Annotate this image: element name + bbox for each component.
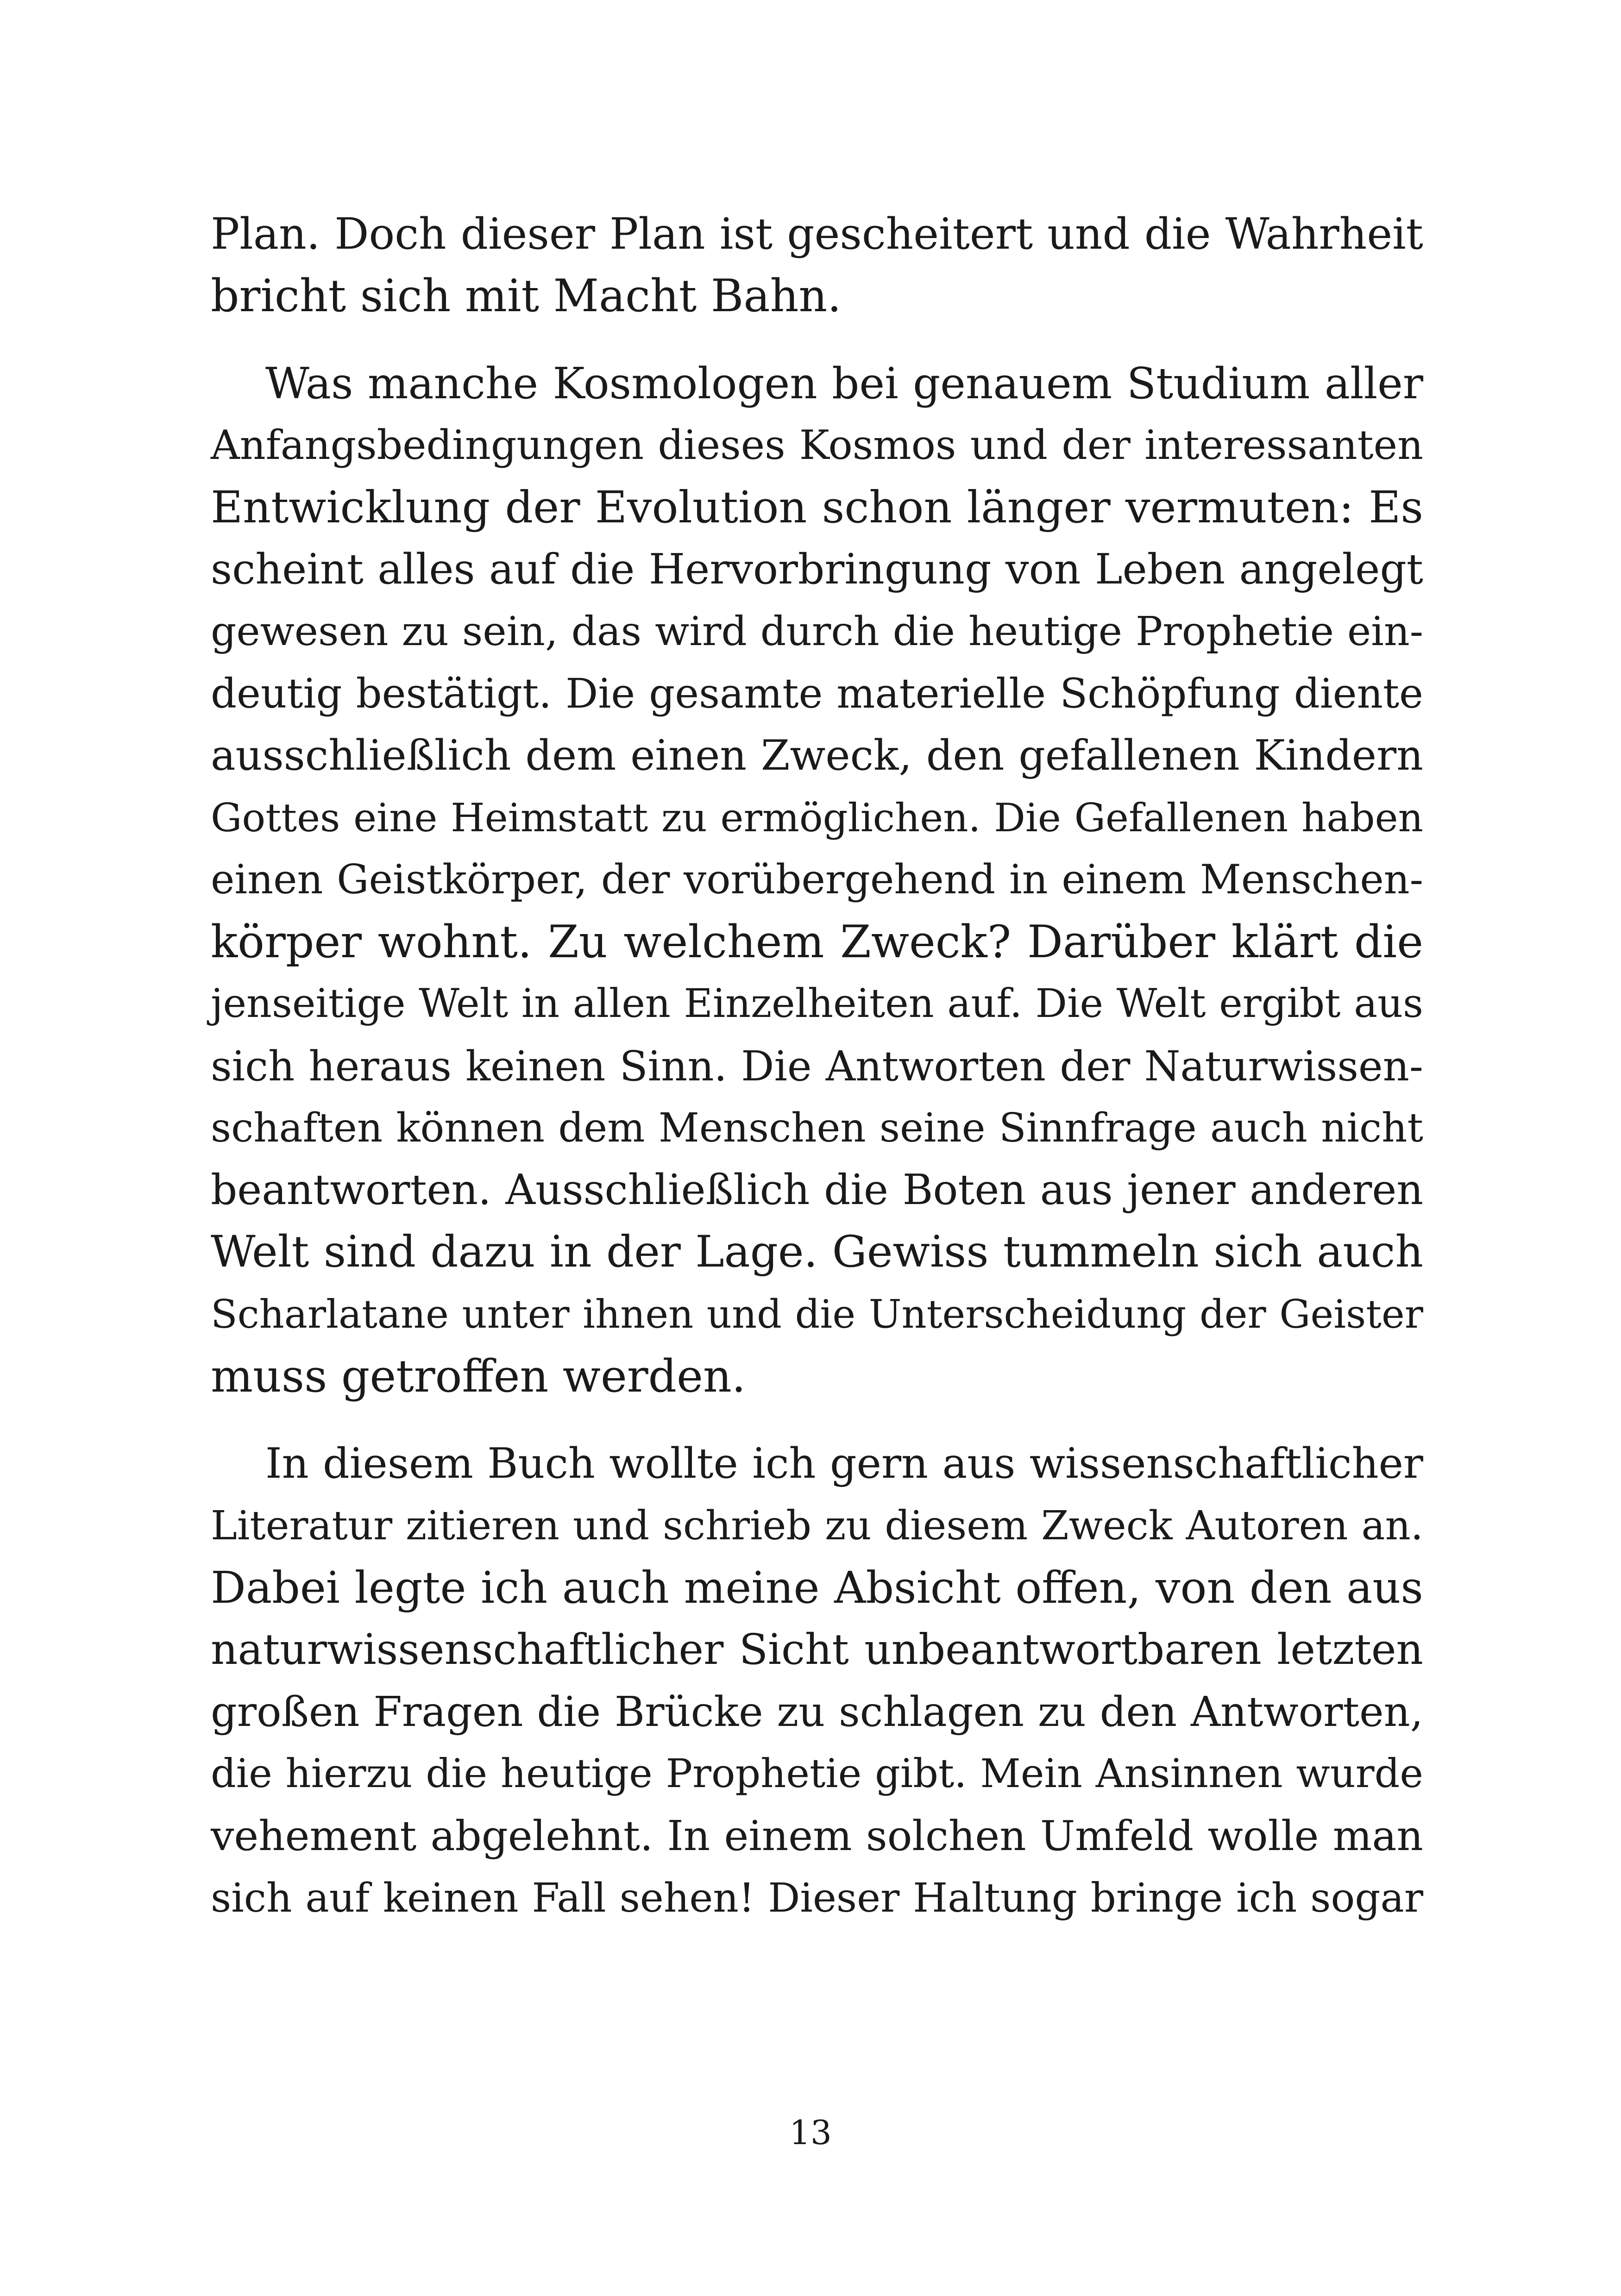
paragraph	[211, 352, 1423, 1407]
body-text	[211, 203, 1423, 1929]
text-line: vehement abgelehnt. In einem solchen Umfeld wolle man	[211, 1812, 1423, 1860]
page-number: 13	[789, 2113, 832, 2152]
text-line: muss getroffen werden.	[211, 1350, 746, 1402]
text-line: deutig bestätigt. Die gesamte materielle Schöpfung diente	[211, 670, 1423, 717]
text-line: jenseitige Welt in allen Einzelheiten auf. Die Welt ergibt aus	[211, 981, 1423, 1027]
text-line: gewesen zu sein, das wird durch die heutige Prophetie ein-	[211, 609, 1423, 655]
text-line: Literatur zitieren und schrieb zu diesem Zweck Autoren an.	[211, 1503, 1423, 1549]
text-line: ausschließlich dem einen Zweck, den gefallenen Kindern	[211, 732, 1423, 780]
text-line: scheint alles auf die Hervorbringung von Leben angelegt	[211, 546, 1423, 594]
paragraph	[211, 203, 1423, 327]
text-line: In diesem Buch wollte ich gern aus wissenschaftlicher	[265, 1439, 1423, 1488]
text-line: bricht sich mit Macht Bahn.	[211, 270, 842, 322]
text-line: Was manche Kosmologen bei genauem Studium aller	[265, 358, 1423, 408]
text-line: sich auf keinen Fall sehen! Dieser Haltung bringe ich sogar	[211, 1875, 1423, 1921]
text-line: einen Geistkörper, der vorübergehend in einem Menschen-	[211, 856, 1423, 903]
text-line: großen Fragen die Brücke zu schlagen zu den Antworten,	[211, 1688, 1423, 1736]
text-line: Entwicklung der Evolution schon länger vermuten: Es	[211, 482, 1423, 533]
text-line: beantworten. Ausschließlich die Boten aus jener anderen	[211, 1166, 1423, 1214]
text-line: die hierzu die heutige Prophetie gibt. Mein Ansinnen wurde	[211, 1751, 1423, 1797]
text-line: Welt sind dazu in der Lage. Gewiss tummeln sich auch	[211, 1227, 1423, 1277]
text-line: Dabei legte ich auch meine Absicht offen, von den aus	[211, 1562, 1423, 1613]
paragraph	[211, 1433, 1423, 1929]
text-line: körper wohnt. Zu welchem Zweck? Darüber klärt die	[211, 916, 1423, 968]
text-line: schaften können dem Menschen seine Sinnfrage auch nicht	[211, 1105, 1423, 1151]
text-line: Anfangsbedingungen dieses Kosmos und der interessanten	[211, 422, 1423, 469]
text-line: Gottes eine Heimstatt zu ermöglichen. Die Gefallenen haben	[211, 795, 1423, 841]
text-line: naturwissenschaftlicher Sicht unbeantwortbaren letzten	[211, 1625, 1423, 1674]
text-line: Plan. Doch dieser Plan ist gescheitert und die Wahrheit	[211, 209, 1423, 259]
text-line: Scharlatane unter ihnen und die Unterscheidung der Geister	[211, 1292, 1423, 1337]
text-line: sich heraus keinen Sinn. Die Antworten der Naturwissen-	[211, 1042, 1423, 1090]
